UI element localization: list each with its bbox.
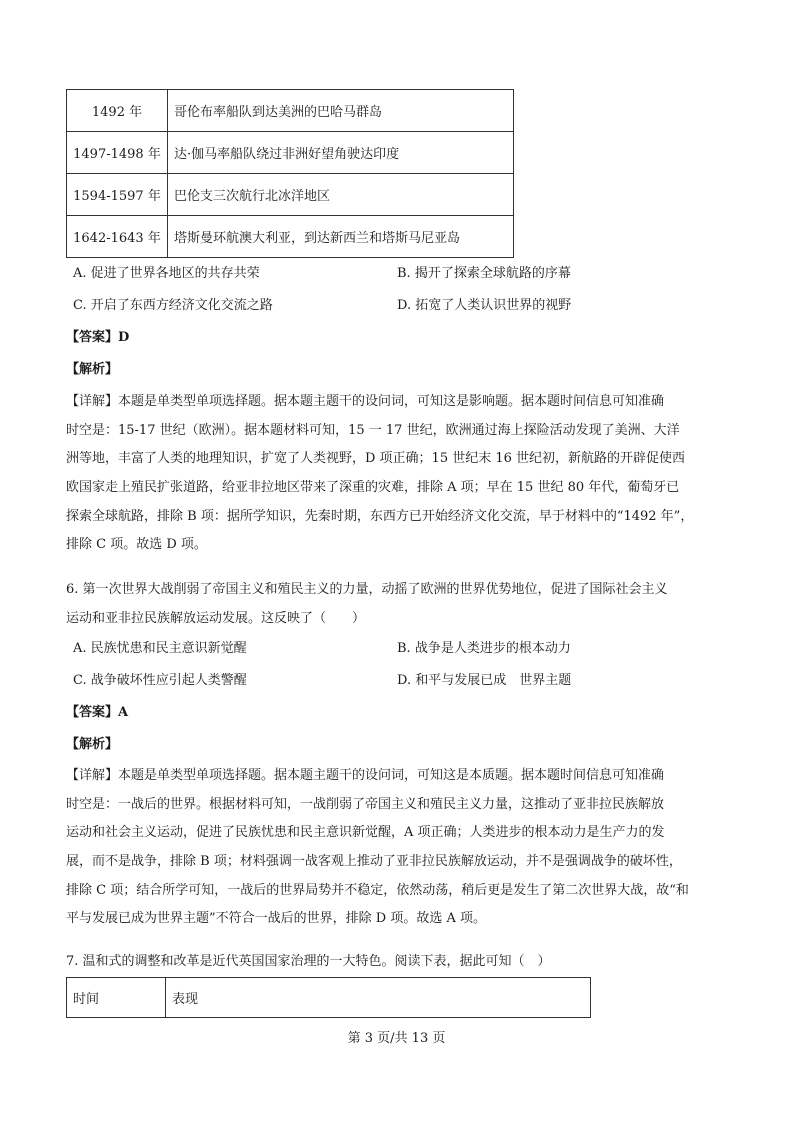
- detail-line: 洲等地，丰富了人类的地理知识，扩宽了人类视野，D 项正确；15 世纪末 16 世纪初，新航路的开辟促使西: [66, 451, 686, 467]
- stem-line: 6. 第一次世界大战削弱了帝国主义和殖民主义的力量，动摇了欧洲的世界优势地位，促进了国际社会主义: [66, 582, 668, 597]
- detail-line: 【详解】本题是单类型单项选择题。据本题主题干的设问词，可知这是影响题。据本题时间信息可知准确: [66, 394, 665, 409]
- q5-analysis-label: 【解析】: [66, 362, 119, 377]
- table-row: [67, 174, 514, 216]
- header-cell-time: 时间: [67, 978, 166, 1018]
- detail-line: 【详解】本题是单类型单项选择题。据本题主题干的设问词，可知这是本质题。据本题时间信息可知准确: [66, 768, 665, 783]
- q5-option-d: D. 拓宽了人类认识世界的视野: [397, 298, 572, 313]
- event-cell: 塔斯曼环航澳大利亚，到达新西兰和塔斯马尼亚岛: [168, 216, 514, 258]
- detail-line: 展，而不是战争，排除 B 项；材料强调一战客观上推动了亚非拉民族解放运动，并不是强调战争的破坏性，: [66, 854, 682, 870]
- table-header-row: [67, 978, 591, 1018]
- year-cell: 1492 年: [67, 90, 168, 132]
- event-cell: 哥伦布率船队到达美洲的巴哈马群岛: [168, 90, 514, 132]
- table-row: [67, 90, 514, 132]
- q6-option-d: D. 和平与发展已成 世界主题: [397, 673, 572, 688]
- detail-line: 排除 C 项。故选 D 项。: [66, 537, 207, 553]
- stem-line: 运动和亚非拉民族解放运动发展。这反映了（ ）: [66, 610, 366, 626]
- q7-stem: 7. 温和式的调整和改革是近代英国国家治理的一大特色。阅读下表，据此可知（ ）: [66, 954, 551, 969]
- detail-line: 运动和社会主义运动，促进了民族忧患和民主意识新觉醒，A 项正确；人类进步的根本动力是生产力的发: [66, 825, 665, 841]
- detail-line: 时空是：15-17 世纪（欧洲）。据本题材料可知，15 一 17 世纪，欧洲通过海上探险活动发现了美洲、大洋: [66, 422, 680, 438]
- q6-stem: [66, 576, 721, 633]
- q6-option-a: A. 民族忧患和民主意识新觉醒: [73, 641, 247, 656]
- year-cell: 1497-1498 年: [67, 132, 168, 174]
- event-cell: 巴伦支三次航行北冰洋地区: [168, 174, 514, 216]
- detail-line: 排除 C 项；结合所学可知，一战后的世界局势并不稳定，依然动荡，稍后更是发生了第二次世界大战，故“和: [66, 882, 689, 898]
- detail-line: 探索全球航路，排除 B 项：据所学知识，先秦时期，东西方已开始经济文化交流，早于材料中的“1492 年”，: [66, 508, 694, 524]
- page-footer: 第 3 页/共 13 页: [347, 1031, 446, 1046]
- table-row: [67, 132, 514, 174]
- voyages-table: [66, 89, 514, 258]
- year-cell: 1594-1597 年: [67, 174, 168, 216]
- q6-option-b: B. 战争是人类进步的根本动力: [397, 641, 571, 656]
- q6-detail: [66, 762, 721, 934]
- q6-answer: 【答案】A: [66, 705, 129, 720]
- detail-line: 欧国家走上殖民扩张道路，给亚非拉地区带来了深重的灾难，排除 A 项；早在 15 世纪 80 年代，葡萄牙已: [66, 480, 680, 496]
- header-cell-performance: 表现: [166, 978, 591, 1018]
- q5-option-a: A. 促进了世界各地区的共存共荣: [73, 266, 260, 281]
- q5-option-b: B. 揭开了探索全球航路的序幕: [397, 266, 571, 281]
- q5-option-c: C. 开启了东西方经济文化交流之路: [73, 298, 273, 313]
- q5-answer: 【答案】D: [66, 330, 130, 345]
- table-row: [67, 216, 514, 258]
- year-cell: 1642-1643 年: [67, 216, 168, 258]
- detail-line: 时空是：一战后的世界。根据材料可知，一战削弱了帝国主义和殖民主义力量，这推动了亚非拉民族解放: [66, 796, 665, 812]
- q6-analysis-label: 【解析】: [66, 737, 119, 752]
- q5-detail: [66, 388, 721, 560]
- detail-line: 平与发展已成为世界主题”不符合一战后的世界，排除 D 项。故选 A 项。: [66, 911, 486, 927]
- q6-option-c: C. 战争破坏性应引起人类警醒: [73, 673, 247, 688]
- q7-table: [66, 977, 591, 1018]
- event-cell: 达·伽马率船队绕过非洲好望角驶达印度: [168, 132, 514, 174]
